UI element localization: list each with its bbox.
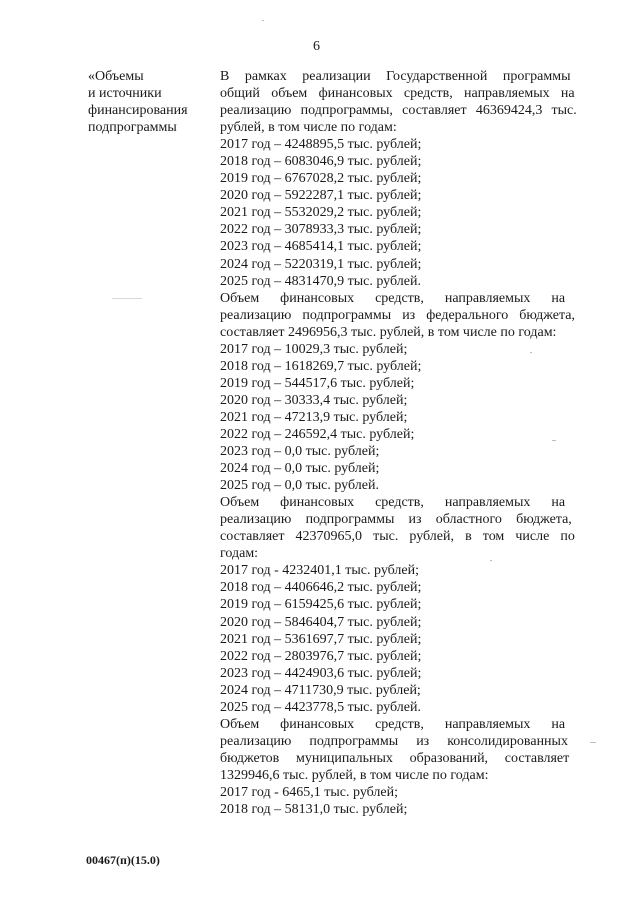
- text-line: 2018 год – 58131,0 тыс. рублей;: [220, 802, 408, 818]
- text-line: 2020 год – 5922287,1 тыс. рублей;: [220, 188, 422, 204]
- text-line: 2017 год – 4248895,5 тыс. рублей;: [220, 137, 422, 153]
- text-line: 2020 год – 5846404,7 тыс. рублей;: [220, 614, 422, 630]
- text-line: бюджетов муниципальных образований, составляет: [220, 750, 570, 766]
- scan-speck: [262, 20, 264, 21]
- section-label-line: подпрограммы: [88, 120, 177, 135]
- scan-speck: [112, 298, 142, 299]
- text-line: составляет 42370965,0 тыс. рублей, в том числе по: [220, 529, 575, 545]
- scan-speck: [552, 440, 556, 441]
- text-line: 2022 год – 2803976,7 тыс. рублей;: [220, 648, 422, 664]
- scan-speck: [490, 560, 492, 561]
- text-line: 2022 год – 3078933,3 тыс. рублей;: [220, 222, 422, 238]
- text-line: 2021 год – 5532029,2 тыс. рублей;: [220, 205, 422, 221]
- text-line: 2023 год – 4424903,6 тыс. рублей;: [220, 665, 422, 681]
- text-line: реализацию подпрограммы, составляет 46369424,3 тыс.: [220, 103, 577, 119]
- text-line: 2021 год – 47213,9 тыс. рублей;: [220, 409, 408, 425]
- page-number: 6: [313, 39, 320, 54]
- text-line: 2025 год – 0,0 тыс. рублей.: [220, 478, 379, 494]
- text-line: 2024 год – 5220319,1 тыс. рублей;: [220, 256, 422, 272]
- text-line: 2017 год - 4232401,1 тыс. рублей;: [220, 563, 420, 579]
- scan-speck: [530, 352, 532, 353]
- text-line: 1329946,6 тыс. рублей, в том числе по годам:: [220, 767, 489, 783]
- text-line: 2017 год - 6465,1 тыс. рублей;: [220, 784, 399, 800]
- text-line: Объем финансовых средств, направляемых на: [220, 716, 566, 732]
- section-label-line: финансирования: [88, 103, 188, 118]
- text-line: составляет 2496956,3 тыс. рублей, в том числе по годам:: [220, 324, 557, 340]
- text-line: рублей, в том числе по годам:: [220, 120, 397, 136]
- text-line: реализацию подпрограммы из федерального бюджета,: [220, 307, 575, 323]
- text-line: 2023 год – 0,0 тыс. рублей;: [220, 444, 380, 460]
- text-line: 2021 год – 5361697,7 тыс. рублей;: [220, 631, 422, 647]
- text-line: 2020 год – 30333,4 тыс. рублей;: [220, 392, 408, 408]
- section-label: [88, 68, 213, 136]
- text-line: Объем финансовых средств, направляемых на: [220, 290, 566, 306]
- text-line: реализацию подпрограммы из консолидированных: [220, 733, 568, 749]
- scan-speck: [590, 742, 596, 743]
- text-line: 2022 год – 246592,4 тыс. рублей;: [220, 426, 415, 442]
- text-line: 2018 год – 6083046,9 тыс. рублей;: [220, 154, 422, 170]
- document-code: 00467(п)(15.0): [86, 853, 160, 867]
- text-line: 2025 год – 4831470,9 тыс. рублей.: [220, 273, 421, 289]
- text-line: 2017 год – 10029,3 тыс. рублей;: [220, 341, 408, 357]
- text-line: Объем финансовых средств, направляемых на: [220, 495, 566, 511]
- text-line: В рамках реализации Государственной программы: [220, 69, 571, 84]
- text-line: 2018 год – 4406646,2 тыс. рублей;: [220, 580, 422, 596]
- section-label-line: и источники: [88, 86, 162, 101]
- text-line: 2025 год – 4423778,5 тыс. рублей.: [220, 699, 421, 715]
- financing-text: [220, 68, 586, 818]
- text-line: 2023 год – 4685414,1 тыс. рублей;: [220, 239, 422, 255]
- text-line: реализацию подпрограммы из областного бюджета,: [220, 512, 572, 528]
- text-line: 2024 год – 0,0 тыс. рублей;: [220, 461, 380, 477]
- text-line: общий объем финансовых средств, направляемых на: [220, 86, 575, 102]
- text-line: 2024 год – 4711730,9 тыс. рублей;: [220, 682, 421, 698]
- text-line: годам:: [220, 546, 259, 562]
- text-line: 2018 год – 1618269,7 тыс. рублей;: [220, 358, 422, 374]
- text-line: 2019 год – 544517,6 тыс. рублей;: [220, 375, 415, 391]
- text-line: 2019 год – 6767028,2 тыс. рублей;: [220, 171, 422, 187]
- section-label-line: «Объемы: [88, 69, 144, 84]
- text-line: 2019 год – 6159425,6 тыс. рублей;: [220, 597, 422, 613]
